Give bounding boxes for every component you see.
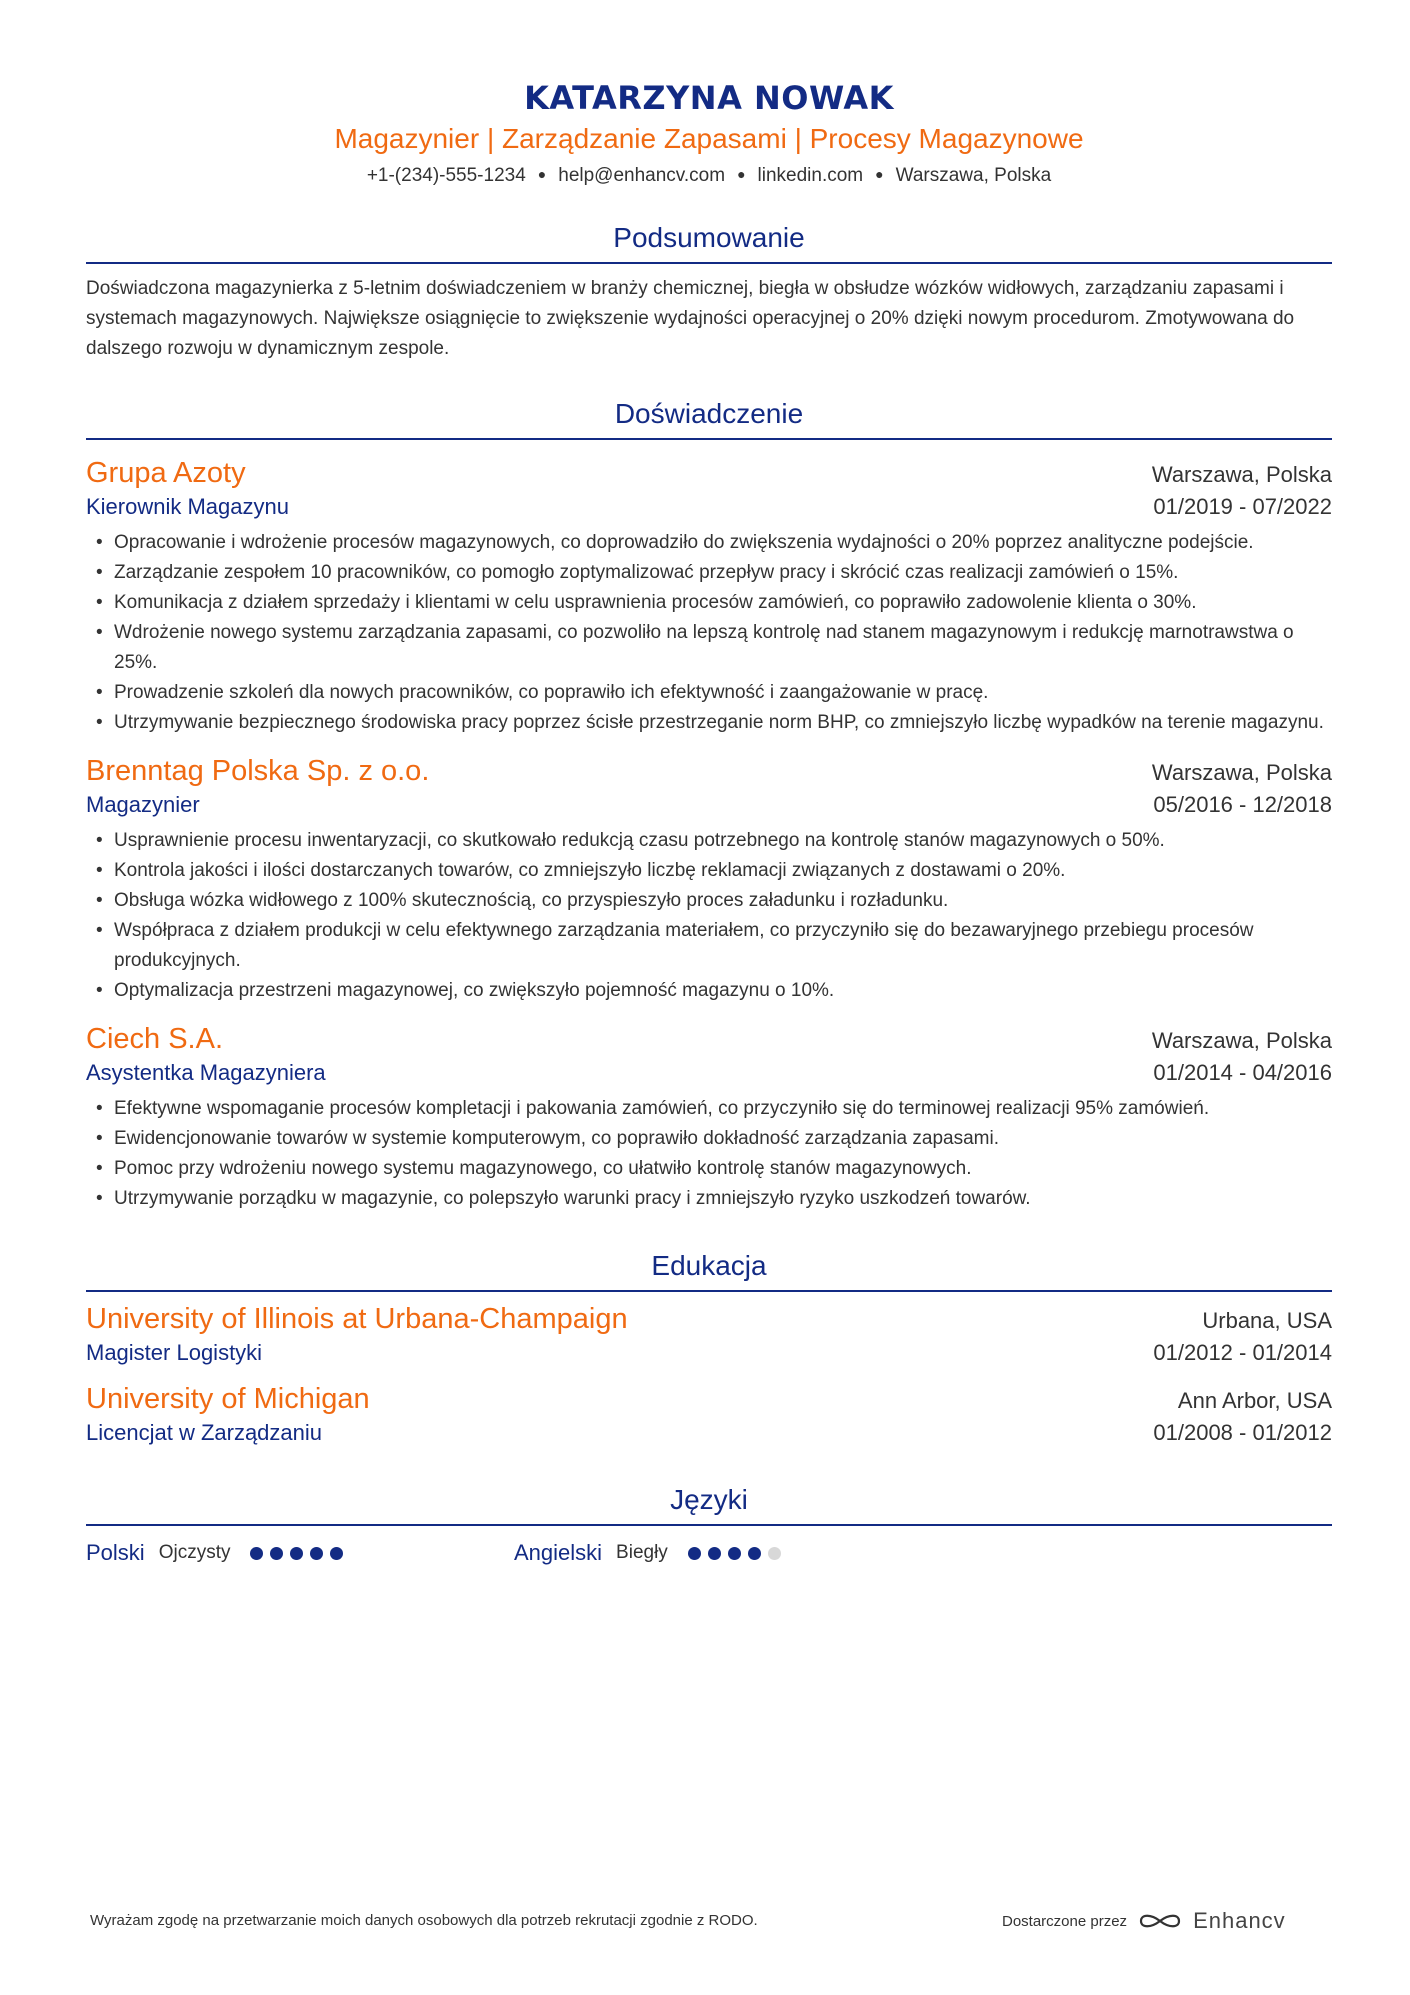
experience-entry: [86, 752, 1332, 1006]
rating-dot-empty: [768, 1547, 781, 1560]
rating-dot-filled: [708, 1547, 721, 1560]
job-title: Kierownik Magazynu: [86, 494, 289, 519]
bullet-item: • Efektywne wspomaganie procesów kompletacji i pakowania zamówień, co przyczyniło się do terminowej realizacji 95% zamówień.: [86, 1094, 1332, 1124]
language-name: Angielski: [514, 1540, 603, 1565]
section-title-education: Edukacja: [86, 1248, 1332, 1292]
bullet-item: • Utrzymywanie porządku w magazynie, co polepszyło warunki pracy i zmniejszyło ryzyko uszkodzeń towarów.: [86, 1184, 1332, 1214]
language-item: [514, 1540, 942, 1566]
language-rating: [250, 1547, 343, 1560]
education-entry: [86, 1380, 1332, 1448]
rating-dot-filled: [270, 1547, 283, 1560]
job-dates: 01/2014 - 04/2016: [1153, 1060, 1332, 1085]
rating-dot-filled: [290, 1547, 303, 1560]
company-name: Brenntag Polska Sp. z o.o.: [86, 755, 430, 787]
job-bullets: [86, 528, 1332, 738]
language-item: [86, 1540, 514, 1566]
powered-by: [1002, 1908, 1286, 1934]
experience-entry: [86, 1020, 1332, 1214]
languages-list: [86, 1540, 1332, 1566]
linkedin-link[interactable]: linkedin.com: [757, 165, 864, 186]
brand-name: Enhancv: [1193, 1908, 1286, 1933]
job-location: Warszawa, Polska: [1151, 760, 1332, 785]
bullet-item: • Obsługa wózka widłowego z 100% skutecznością, co przyspieszyło proces załadunku i rozładunku.: [86, 886, 1332, 916]
summary-text: Doświadczona magazynierka z 5-letnim doświadczeniem w branży chemicznej, biegła w obsłudze wózków widłowych, zarządzaniu zapasami i systemach magazynowych. Największe osiągnięcie to zwiększenie wydajności operacyjnej o 20% dzięki nowym procedurom. Zmotywowana do dalszego rozwoju w dynamicznym zespole.: [86, 278, 1295, 359]
degree: Magister Logistyki: [86, 1340, 263, 1365]
experience-section: [86, 396, 1332, 1214]
language-rating: [688, 1547, 781, 1560]
languages-section: [86, 1482, 1332, 1566]
job-location: Warszawa, Polska: [1151, 462, 1332, 487]
resume-header: [86, 0, 1332, 190]
education-entry: [86, 1300, 1332, 1368]
bullet-item: • Komunikacja z działem sprzedaży i klientami w celu usprawnienia procesów zamówień, co poprawiło zadowolenie klienta o 30%.: [86, 588, 1332, 618]
language-level: Ojczysty: [158, 1542, 231, 1563]
language-level: Biegły: [616, 1542, 668, 1563]
job-dates: 01/2019 - 07/2022: [1153, 494, 1332, 519]
resume-page: [86, 0, 1332, 1566]
bullet-item: • Optymalizacja przestrzeni magazynowej, co zwiększyło pojemność magazynu o 10%.: [86, 976, 1332, 1006]
language-name: Polski: [86, 1540, 145, 1565]
bullet-item: • Kontrola jakości i ilości dostarczanych towarów, co zmniejszyło liczbę reklamacji związanych z dostawami o 20%.: [86, 856, 1332, 886]
experience-entry: [86, 454, 1332, 738]
section-title-languages: Języki: [86, 1482, 1332, 1526]
company-name: Ciech S.A.: [86, 1023, 223, 1055]
education-dates: 01/2008 - 01/2012: [1153, 1420, 1332, 1445]
separator-dot: ●: [737, 166, 746, 182]
bullet-item: • Wdrożenie nowego systemu zarządzania zapasami, co pozwoliło na lepszą kontrolę nad stanem magazynowym i redukcję marnotrawstwa o 25%.: [86, 618, 1332, 678]
bullet-item: • Zarządzanie zespołem 10 pracowników, co pomogło zoptymalizować przepływ pracy i skrócić czas realizacji zamówień o 15%.: [86, 558, 1332, 588]
rating-dot-filled: [748, 1547, 761, 1560]
job-bullets: [86, 1094, 1332, 1214]
phone: +1-(234)-555-1234: [366, 165, 526, 186]
company-name: Grupa Azoty: [86, 457, 246, 489]
section-title-experience: Doświadczenie: [86, 396, 1332, 440]
bullet-item: • Prowadzenie szkoleń dla nowych pracowników, co poprawiło ich efektywność i zaangażowanie w pracę.: [86, 678, 1332, 708]
headline: Magazynier | Zarządzanie Zapasami | Procesy Magazynowe: [334, 123, 1084, 154]
school-location: Urbana, USA: [1202, 1308, 1332, 1333]
enhancv-logo-icon: [1137, 1910, 1183, 1932]
bullet-item: • Opracowanie i wdrożenie procesów magazynowych, co doprowadziło do zwiększenia wydajności o 20% poprzez analityczne podejście.: [86, 528, 1332, 558]
powered-by-label: Dostarczone przez: [1002, 1912, 1128, 1930]
bullet-item: • Usprawnienie procesu inwentaryzacji, co skutkowało redukcją czasu potrzebnego na kontrolę stanów magazynowych o 50%.: [86, 826, 1332, 856]
rating-dot-filled: [330, 1547, 343, 1560]
section-title-summary: Podsumowanie: [86, 220, 1332, 264]
education-section: [86, 1248, 1332, 1448]
bullet-item: • Pomoc przy wdrożeniu nowego systemu magazynowego, co ułatwiło kontrolę stanów magazynowych.: [86, 1154, 1332, 1184]
job-bullets: [86, 826, 1332, 1006]
email-link[interactable]: help@enhancv.com: [558, 165, 726, 186]
rating-dot-filled: [728, 1547, 741, 1560]
separator-dot: ●: [875, 166, 884, 182]
job-dates: 05/2016 - 12/2018: [1153, 792, 1332, 817]
job-title: Magazynier: [86, 792, 200, 817]
bullet-item: • Współpraca z działem produkcji w celu efektywnego zarządzania materiałem, co przyczyniło się do bezawaryjnego przebiegu procesów produkcyjnych.: [86, 916, 1332, 976]
school-name: University of Illinois at Urbana-Champaign: [86, 1303, 628, 1335]
degree: Licencjat w Zarządzaniu: [86, 1420, 323, 1445]
education-dates: 01/2012 - 01/2014: [1153, 1340, 1332, 1365]
school-name: University of Michigan: [86, 1383, 370, 1415]
rating-dot-filled: [250, 1547, 263, 1560]
bullet-item: • Utrzymywanie bezpiecznego środowiska pracy poprzez ścisłe przestrzeganie norm BHP, co zmniejszyło liczbę wypadków na terenie magazynu.: [86, 708, 1332, 738]
bullet-item: • Ewidencjonowanie towarów w systemie komputerowym, co poprawiło dokładność zarządzania zapasami.: [86, 1124, 1332, 1154]
contact-line: [86, 160, 1332, 190]
school-location: Ann Arbor, USA: [1177, 1388, 1332, 1413]
job-title: Asystentka Magazyniera: [86, 1060, 326, 1085]
rating-dot-filled: [688, 1547, 701, 1560]
separator-dot: ●: [537, 166, 547, 182]
job-location: Warszawa, Polska: [1151, 1028, 1332, 1053]
gdpr-consent: Wyrażam zgodę na przetwarzanie moich danych osobowych dla potrzeb rekrutacji zgodnie z RODO.: [90, 1912, 758, 1929]
rating-dot-filled: [310, 1547, 323, 1560]
location: Warszawa, Polska: [895, 165, 1052, 186]
candidate-name: KATARZYNA NOWAK: [524, 79, 894, 117]
summary-section: [86, 220, 1332, 364]
